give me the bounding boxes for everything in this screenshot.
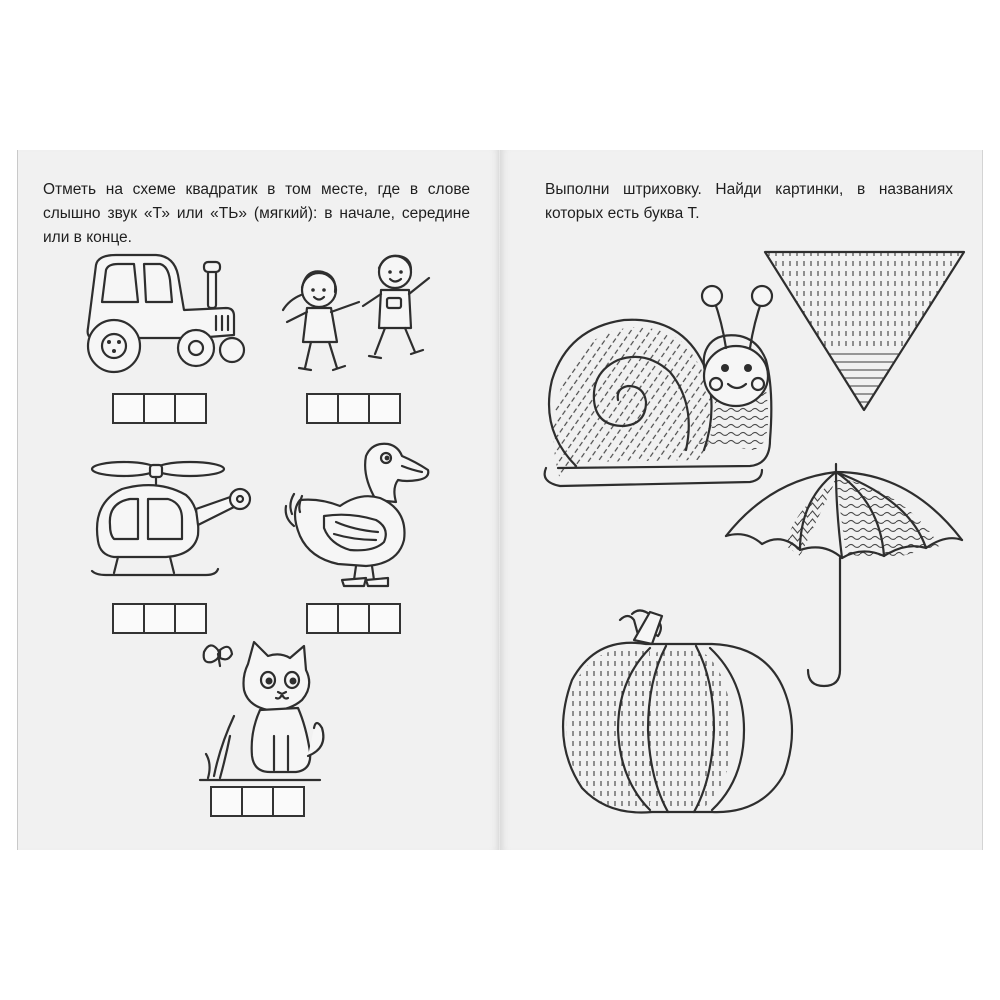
answer-box-middle[interactable]	[143, 605, 174, 632]
answer-box-end[interactable]	[368, 395, 399, 422]
helicopter-sound-boxes	[112, 603, 207, 634]
answer-box-start[interactable]	[114, 605, 143, 632]
tractor-sound-boxes	[112, 393, 207, 424]
kitten-sound-boxes	[210, 786, 305, 817]
open-workbook	[17, 150, 983, 850]
answer-box-start[interactable]	[308, 395, 337, 422]
pumpkin-picture	[563, 610, 792, 812]
right-page-instruction: Выполни штриховку. Найди картинки, в названиях которых есть буква Т.	[545, 181, 953, 222]
answer-box-start[interactable]	[308, 605, 337, 632]
answer-box-middle[interactable]	[337, 395, 368, 422]
duck-picture	[280, 440, 440, 590]
answer-box-end[interactable]	[272, 788, 303, 815]
answer-box-middle[interactable]	[143, 395, 174, 422]
right-page	[500, 150, 983, 850]
helicopter-picture	[86, 455, 256, 590]
answer-box-start[interactable]	[114, 395, 143, 422]
answer-box-middle[interactable]	[241, 788, 272, 815]
left-page-instruction: Отметь на схеме квадратик в том месте, где в слове слышно звук «Т» или «ТЬ» (мягкий): в начале, середине или в конце.	[43, 181, 470, 246]
answer-box-start[interactable]	[212, 788, 241, 815]
children-sound-boxes	[306, 393, 401, 424]
answer-box-middle[interactable]	[337, 605, 368, 632]
answer-box-end[interactable]	[174, 605, 205, 632]
shading-pictures	[500, 150, 983, 850]
kitten-picture	[190, 636, 330, 786]
duck-sound-boxes	[306, 603, 401, 634]
left-page	[17, 150, 500, 850]
tractor-picture	[76, 250, 246, 375]
answer-box-end[interactable]	[174, 395, 205, 422]
triangle-picture	[765, 252, 965, 420]
umbrella-picture	[726, 464, 962, 686]
snail-picture	[545, 286, 772, 486]
children-picture	[271, 250, 441, 380]
answer-box-end[interactable]	[368, 605, 399, 632]
